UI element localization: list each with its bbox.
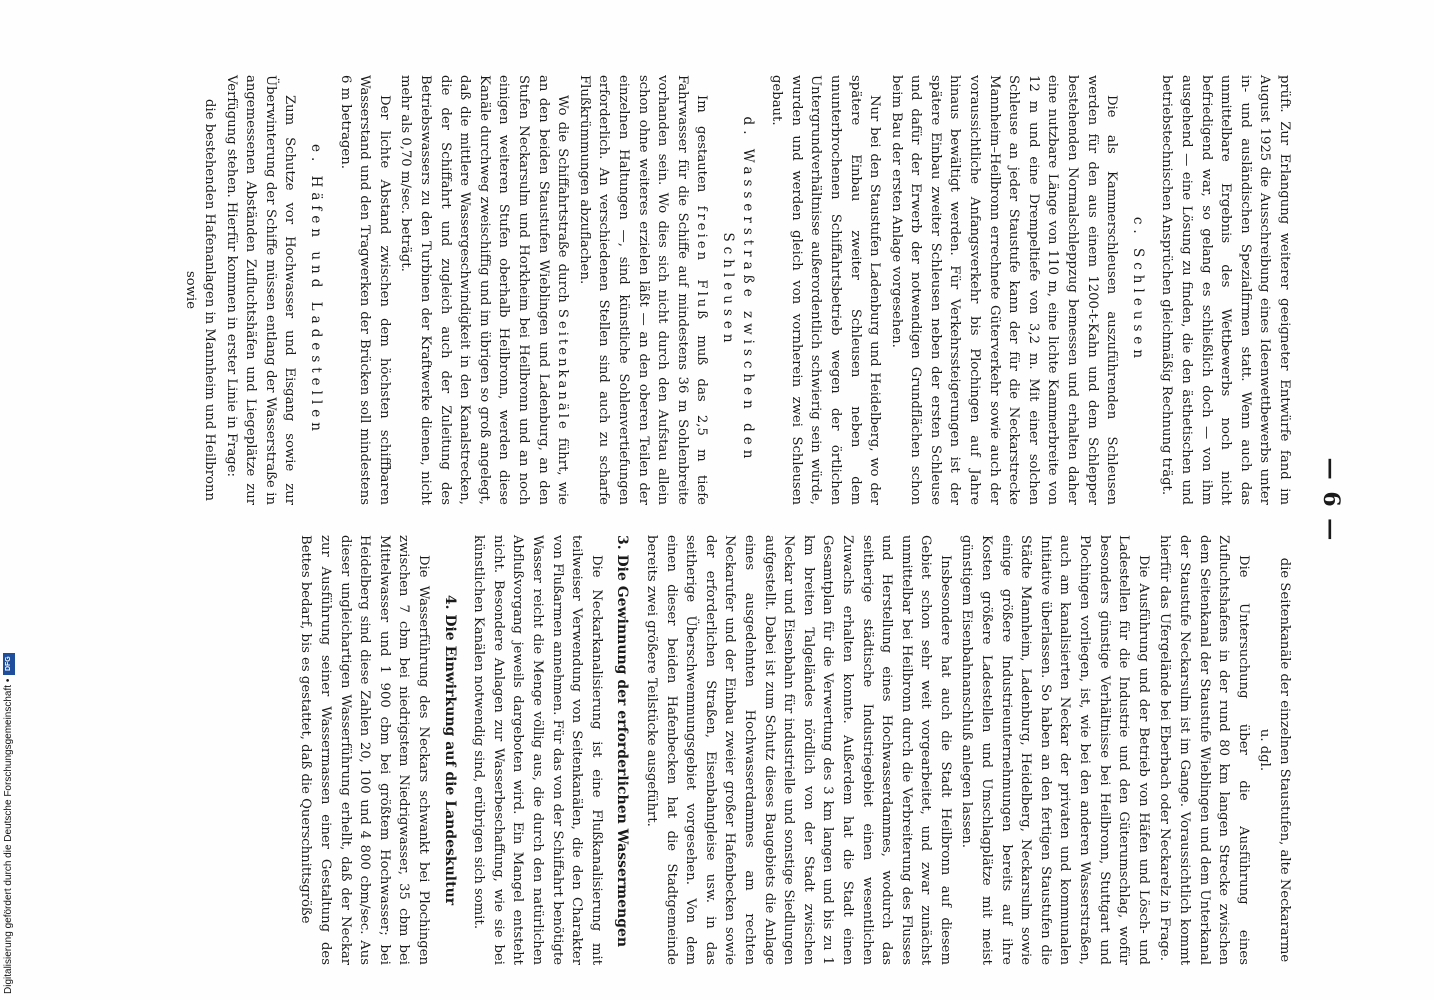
paragraph-haefen-1: Zum Schutze vor Hochwasser und Eisgang sowie zur Überwinterung der Schiffe müssen entlang der Wasserstraße in angemessenen Abständen Zufluchtshäfen und Liegeplätze zur Verfügung stehen. Hierfür kommen in erster Linie in Frage: [223, 75, 298, 505]
heading-schleusen: c. Schleusen [1129, 216, 1146, 364]
paragraph-ladestellen: Die Ausführung und der Betrieb von Häfen und Lösch- und Ladestellen für die Industrie und den Güterumschlag, wofür besonders günstige Verhältnisse bei Heilbronn, Stuttgart und Plochingen vorliegen, ist, wie bei den anderen Wasserstraßen, auch am kanalisierten Neckar der privaten und kommunalen Initiative überlassen. So haben an den fertigen Staustufen die Städte Mannheim, Ladenburg, Heidelberg, Neckarsulm sowie einige größere Industrieunternehmungen bereits auf ihre Kosten größere Ladestellen und Umschlagplätze mit meist günstigem Eisenbahnanschluß anlegen lassen. [959, 535, 1151, 965]
paragraph-zufluchtshafen: Die Untersuchung über die Ausführung eines Zufluchtshafens in der rund 80 km langen Strecke zwischen dem Seitenkanal der Staustufe Wieblingen und dem Unterkanal der Staustufe Neckarsulm ist im Gange. Voraussichtlich kommt hierfür das Ufergelände bei Eberbach oder Neckarelz in Frage. [1157, 535, 1251, 965]
emphasis-freier-fluss: freien Fluß [694, 205, 710, 323]
text-column-right [294, 535, 1294, 965]
paragraph-section-4: Die Wasserführung des Neckars schwankt bei Plochingen zwischen 7 cbm bei niedrigstem Niedrigwasser, 35 cbm bei Mittelwasser und 1 900 cbm bei größtem Hochwasser; bei Heidelberg sind diese Zahlen 20, 100 und 4 800 cbm/sec. Aus dieser ungleichartigen Wasserführung erhellt, daß der Neckar zur Ausführung seiner Wassermassen einer Gestaltung des Bettes bedarf, bis es gestattet, daß die Querschnittsgröße [298, 535, 432, 965]
credit-text: Digitalisierung gefördert durch die Deutsche Forschungsgemeinschaft • [3, 678, 14, 994]
emphasis-seitenkanaele: Seitenkanäle [555, 308, 571, 432]
heading-wasserstrasse: d. Wasserstraße zwischen den Schleusen [719, 116, 756, 464]
paragraph-rest: führt, wie an den beiden Staustufen Wieblingen und Ladenburg, an den Stufen Neckarsulm und Horkheim bei Heilbronn und an noch einigen weiteren Stufen oberhalb Heilbronn, werden diese Kanäle durchweg zweischiffig und im übrigen so groß angelegt, daß die mittlere Wassergeschwindigkeit in den Kanalstrecken, die der Schiffahrt und zugleich auch der Zuleitung des Betriebswassers zu den Turbinen der Kraftwerke dienen, nicht mehr als 0,70 m/sec. beträgt. [398, 75, 571, 505]
paragraph-wasserstrasse-2 [396, 75, 572, 505]
paragraph-intro: prüft. Zur Erlangung weiterer geeigneter Entwürfe fand im August 1925 die Ausschreibung eines Ideenwettbewerbs unter in- und ausländischen Spezialfirmen statt. Wenn auch das unmittelbare Ergebnis des Wettbewerbs noch nicht befriedigend war, so gelang es schließlich doch — von ihm ausgehend — eine Lösung zu finden, die den ästhetischen und betriebstechnischen Ansprüchen gleichmäßig Rechnung trägt. [1159, 75, 1292, 505]
list-item-hafenanlagen: die bestehenden Hafenanlagen in Mannheim und Heilbronn sowie [182, 99, 218, 501]
heading-section-3: 3. Die Gewinnung der erforderlichen Wassermengen [614, 535, 631, 948]
paragraph-schleusen-1: Die als Kammerschleusen auszuführenden Schleusen werden für den aus einem 1200-t-Kahn und dem Schlepper bestehenden Normalschleppzug bemessen und erhalten daher eine nutzbare Länge von 110 m, eine lichte Kammerbreite von 12 m und eine Drempeltiefe von 3,2 m. Mit einer solchen Schleuse an jeder Staustufe kann der für die Neckarstrecke Mannheim–Heilbronn errechnete Güterverkehr sowie auch der voraussichtliche Anfangsverkehr bis Plochingen auf Jahre hinaus bewältigt werden. Für Verkehrssteigerungen ist der spätere Einbau zweiter Schleusen neben der ersten Schleuse und dafür der Erwerb der notwendigen Grundflächen schon beim Bau der ersten Anlage vorgesehen. [888, 75, 1120, 505]
paragraph-lead: Im gestauten [694, 95, 710, 193]
page-number: — 6 — [1318, 457, 1344, 543]
text-column-left [178, 75, 1294, 505]
paragraph-wasserstrasse-1 [574, 75, 711, 505]
list-item-seitenkanaele: die Seitenkanäle der einzelnen Staustufen, alte Neckararme u. dgl. [1257, 557, 1292, 963]
paragraph-section-3: Die Neckarkanalisierung ist eine Flußkanalisierung mit teilweiser Verwendung von Seitenkanälen, die den Charakter von Flußarmen annehmen. Für das von der Schiffahrt benötigte Wasser reicht die Menge völlig aus, die durch den natürlichen Abflußvorgang jeweils dargeboten wird. Ein Mangel entsteht nicht. Besondere Anlagen zur Wasserbeschaffung, wie sie bei künstlichen Kanälen notwendig sind, erübrigen sich somit. [471, 535, 604, 965]
paragraph-schleusen-2: Nur bei den Staustufen Ladenburg und Heidelberg, wo der spätere Einbau zweiter Schleusen neben dem ununterbrochenen Schiffahrtsbetrieb wegen der örtlichen Untergrundverhältnisse außerordentlich schwierig sein würde, wurden und werden gleich von vornherein zwei Schleusen gebaut. [769, 75, 883, 505]
heading-haefen: e. Häfen und Ladestellen [308, 144, 325, 436]
digitization-credit [2, 606, 16, 994]
heading-section-4: 4. Die Einwirkung auf die Landeskultur [441, 594, 458, 906]
paragraph-wasserstrasse-3: Der lichte Abstand zwischen dem höchsten schiffbaren Wasserstand und den Tragwerken der Brücken soll mindestens 6 m betragen. [337, 75, 392, 505]
dfg-logo-icon: DFG [3, 653, 15, 675]
paragraph-heilbronn: Insbesondere hat auch die Stadt Heilbronn auf diesem Gebiet schon sehr weit vorgearbeitet, und zwar zunächst unmittelbar bei Heilbronn durch die Verbreiterung des Flusses und Herstellung eines Hochwasserdammes, wodurch das seitherige städtische Industriegebiet einen wesentlichen Zuwachs erhalten konnte. Außerdem hat die Stadt einen Gesamtplan für die Verwertung des 3 km langen und bis zu 1 km breiten Talgeländes nördlich von der Stadt zwischen Neckar und Eisenbahn für industrielle und sonstige Siedlungen aufgestellt. Dabei ist zum Schutz dieses Baugebiets die Anlage eines ausgedehnten Hochwasserdammes am rechten Neckarufer und der Einbau zweier großer Hafenbecken sowie der erforderlichen Straßen, Eisenbahngleise usw. in das seitherige Überschwemmungsgebiet vorgesehen. Von dem einen dieser beiden Hafenbecken hat die Stadtgemeinde bereits zwei größere Teilstücke ausgeführt. [644, 535, 953, 965]
paragraph-rest: muß das 2,5 m tiefe Fahrwasser für die Schiffe auf mindestens 36 m Sohlenbreite vorhanden sein. Wo dies sich nicht durch den Aufstau allein schon ohne weiteres erzielen läßt — an den oberen Teilen der einzelnen Haltungen —, sind künstliche Sohlenvertiefungen erforderlich. An verschiedenen Stellen sind auch zu scharfe Flußkrümmungen abzuflachen. [576, 75, 710, 505]
paragraph-lead: Wo die Schiffahrtstraße durch [555, 95, 571, 303]
